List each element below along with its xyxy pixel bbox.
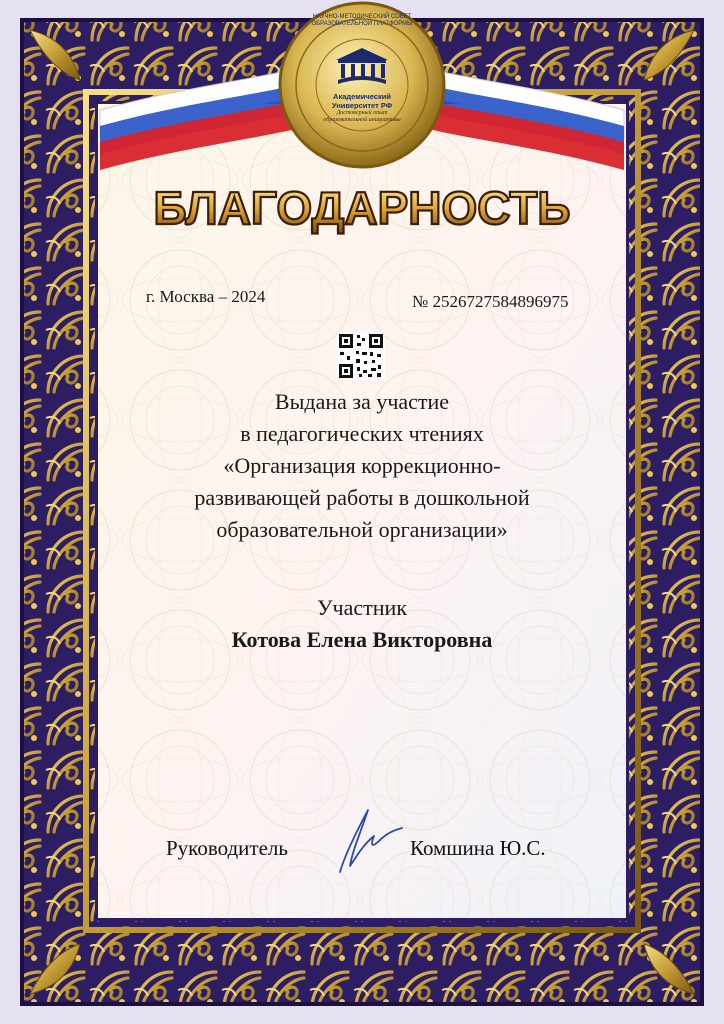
- body-line: «Организация коррекционно-: [223, 453, 501, 478]
- participant-label: Участник: [316, 595, 408, 620]
- certificate-number: № 2526727584896975: [412, 292, 569, 311]
- seal-center-text: [316, 92, 408, 110]
- seal-ring-text: [300, 14, 424, 28]
- signature-scribble: [330, 800, 410, 880]
- body-line: развивающей работы в дошкольной: [194, 485, 530, 510]
- certificate-title: [0, 180, 724, 245]
- participant-name: Котова Елена Викторовна: [231, 627, 493, 652]
- seal-bottom-label: Достоверный опыт образовательной инициативы: [323, 110, 401, 123]
- qr-code-icon: [337, 332, 385, 380]
- title-text: БЛАГОДАРНОСТЬ: [153, 182, 571, 234]
- certificate-body: [100, 386, 624, 546]
- body-line: Выдана за участие: [274, 389, 450, 414]
- seal-center-label: Академический Университет РФ: [331, 92, 393, 110]
- head-name: Комшина Ю.С.: [410, 836, 546, 860]
- seal-ring-label: НАУЧНО-МЕТОДИЧЕСКИЙ СОВЕТ ОБРАЗОВАТЕЛЬНОЙ ПЛАТФОРМЫ: [311, 14, 413, 27]
- body-line: в педагогических чтениях: [240, 421, 484, 446]
- title-graphic: [0, 180, 724, 240]
- seal-bottom-text: [318, 110, 406, 124]
- body-line: образовательной организации»: [216, 517, 508, 542]
- head-label: Руководитель: [166, 836, 288, 860]
- place-date: г. Москва – 2024: [146, 287, 266, 306]
